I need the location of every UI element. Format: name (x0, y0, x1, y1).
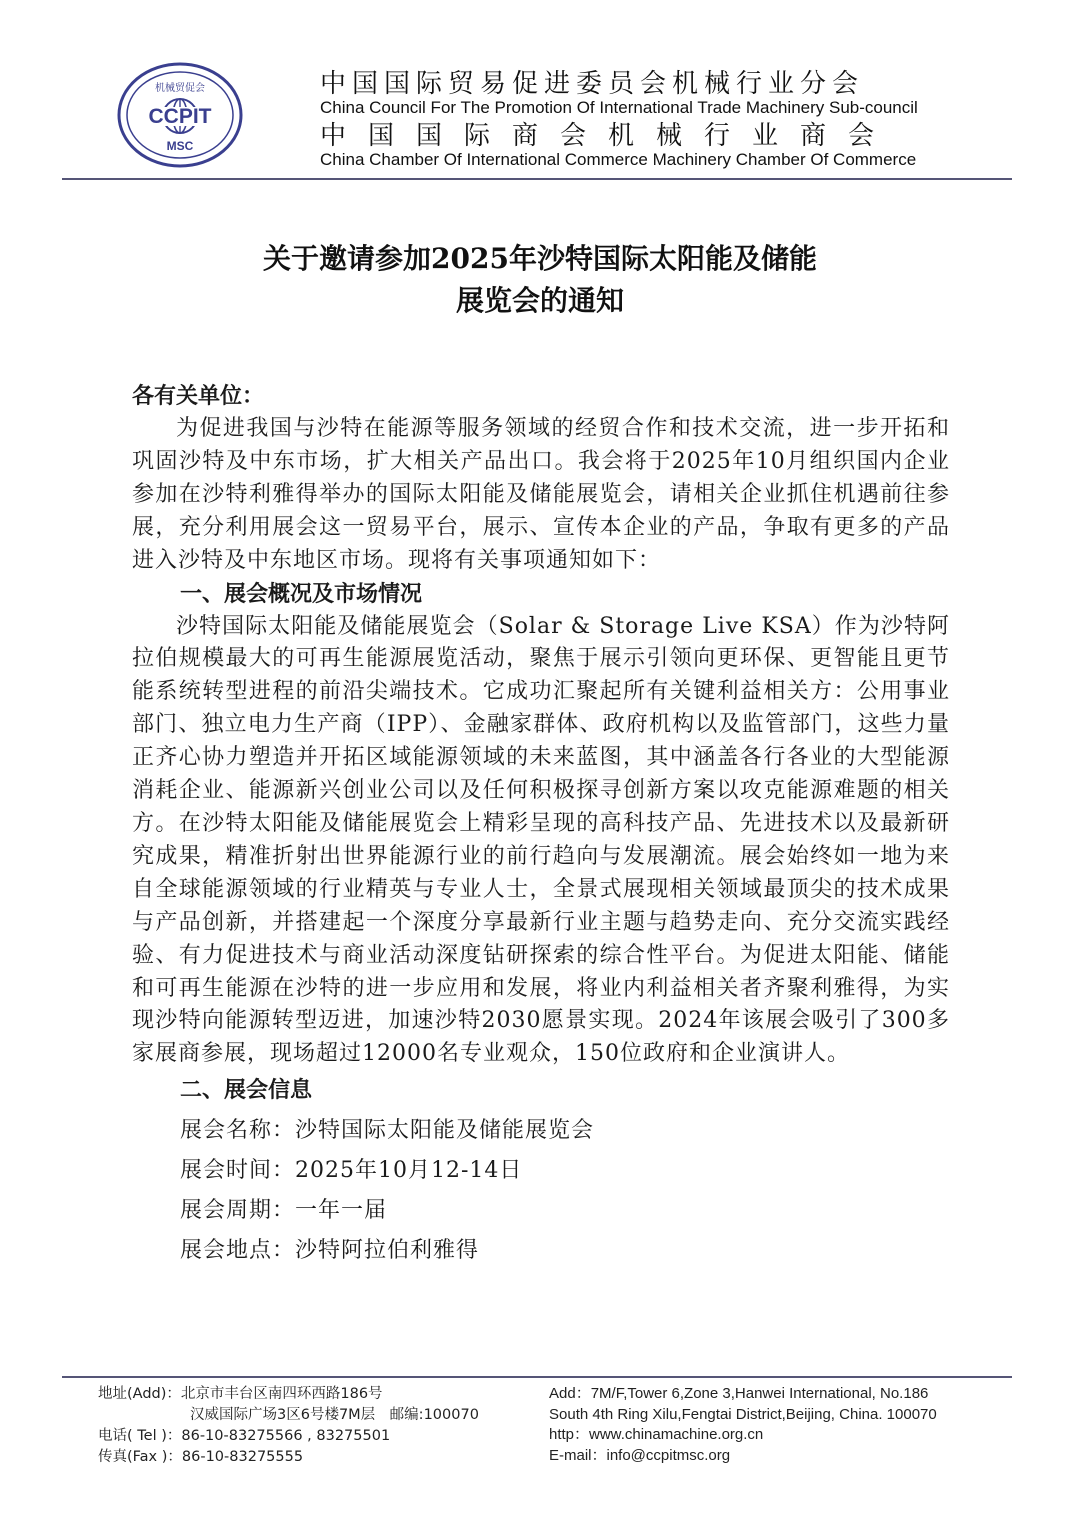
logo-arc-text: 机械贸促会 (155, 83, 205, 94)
org-name-en-2: China Chamber Of International Commerce Machinery Chamber Of Commerce (320, 150, 917, 169)
salutation: 各有关单位： (132, 384, 265, 409)
org-name-zh-1: 中国国际贸易促进委员会机械行业分会 (320, 69, 865, 99)
title-line-2: 展览会的通知 (455, 284, 624, 317)
footer-address-cn-2: 汉威国际广场3区6号楼7M层 邮编:100070 (190, 1407, 479, 1423)
footer-contact-en (549, 1384, 937, 1466)
section-1-paragraph: 沙特国际太阳能及储能展览会（Solar & Storage Live KSA）作为沙特阿拉伯规模最大的可再生能源展览活动，聚焦于展示引领向更环保、更智能且更节能系统转型进程的前沿尖端技术。它成功汇聚起所有关键利益相关方：公用事业部门、独立电力生产商（IPP）、金融家群体、政府机构以及监管部门，这些力量正齐心协力塑造并开拓区域能源领域的未来蓝图，其中涵盖各行各业的大型能源消耗企业、能源新兴创业公司以及任何积极探寻创新方案以攻克能源难题的相关方。在沙特太阳能及储能展览会上精彩呈现的高科技产品、先进技术以及最新研究成果，精准折射出世界能源行业的前行趋向与发展潮流。展会始终如一地为来自全球能源领域的行业精英与专业人士，全景式展现相关领域最顶尖的技术成果与产品创新，并搭建起一个深度分享最新行业主题与趋势走向、充分交流实践经验、有力促进技术与商业活动深度钻研探索的综合性平台。为促进太阳能、储能和可再生能源在沙特的进一步应用和发展，将业内利益相关者齐聚利雅得，为实现沙特向能源转型迈进，加速沙特2030愿景实现。2024年该展会吸引了300多家展商参展，现场超过12000名专业观众，150位政府和企业演讲人。 (132, 613, 950, 1067)
footer-address-en-1: Add：7M/F,Tower 6,Zone 3,Hanwei International, No.186 (549, 1385, 929, 1402)
footer-address-en-2: South 4th Ring Xilu,Fengtai District,Beijing, China. 100070 (549, 1405, 937, 1423)
organization-names (320, 70, 960, 174)
expo-name: 展会名称：沙特国际太阳能及储能展览会 (180, 1118, 595, 1144)
footer-website-link[interactable]: http：www.chinamachine.org.cn (549, 1426, 764, 1443)
document-body (132, 380, 950, 1271)
document-title (0, 238, 1080, 322)
org-name-en-1: China Council For The Promotion Of International Trade Machinery Sub-council (320, 98, 918, 117)
title-line-1: 关于邀请参加2025年沙特国际太阳能及储能 (263, 242, 817, 275)
intro-paragraph: 为促进我国与沙特在能源等服务领域的经贸合作和技术交流，进一步开拓和巩固沙特及中东市场，扩大相关产品出口。我会将于2025年10月组织国内企业参加在沙特利雅得举办的国际太阳能及储能展览会，请相关企业抓住机遇前往参展，充分利用展会这一贸易平台，展示、宣传本企业的产品，争取有更多的产品进入沙特及中东地区市场。现将有关事项通知如下： (132, 416, 950, 573)
section-2-heading: 二、展会信息 (180, 1078, 313, 1104)
logo-word: CCPIT (148, 105, 212, 128)
expo-cycle: 展会周期：一年一届 (180, 1198, 388, 1224)
logo-sub: MSC (166, 139, 194, 153)
footer-email-link[interactable]: E-mail：info@ccpitmsc.org (549, 1446, 731, 1464)
footer-tel: 电话( Tel )：86-10-83275566 , 83275501 (98, 1428, 391, 1444)
ccpit-msc-logo (116, 60, 244, 170)
expo-venue: 展会地点：沙特阿拉伯利雅得 (180, 1238, 480, 1264)
org-name-zh-2: 中国国际商会机械行业商会 (320, 121, 897, 151)
footer-address-cn-1: 地址(Add)：北京市丰台区南四环西路186号 (98, 1386, 383, 1402)
footer-contact-cn (98, 1384, 479, 1468)
section-1-heading: 一、展会概况及市场情况 (180, 581, 423, 607)
header-divider (62, 178, 1012, 180)
expo-time: 展会时间：2025年10月12-14日 (180, 1158, 523, 1184)
footer-divider (62, 1376, 1012, 1378)
footer-fax: 传真(Fax )：86-10-83275555 (98, 1449, 304, 1465)
